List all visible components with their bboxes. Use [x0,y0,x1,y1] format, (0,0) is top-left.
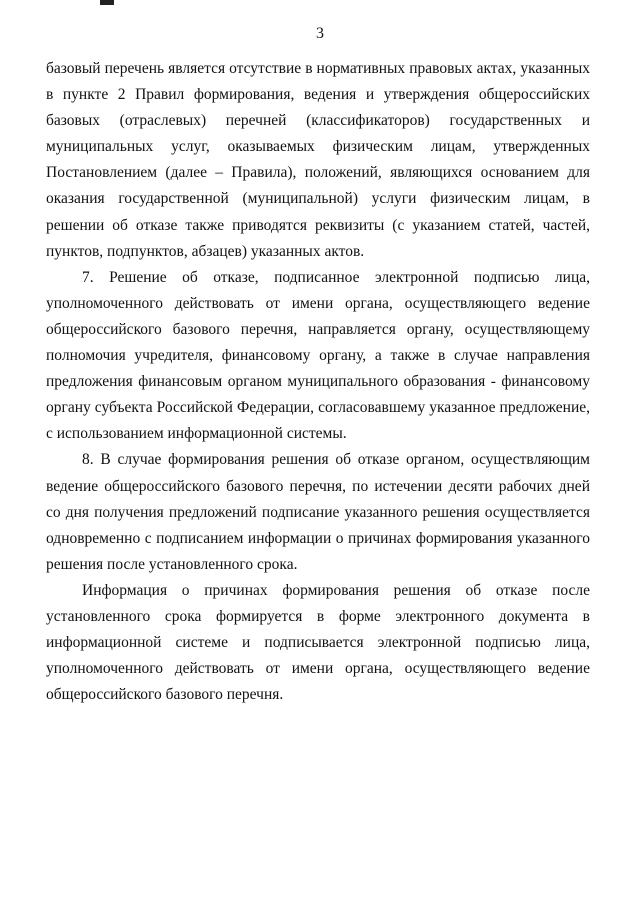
paragraph-information: Информация о причинах формирования решения об отказе после установленного срока формируется в форме электронного документа в информационной системе и подписывается электронной подписью лица, уполномоченного действовать от имени органа, осуществляющего ведение общероссийского базового перечня. [46,581,590,704]
page-number: 3 [316,25,324,42]
paragraph-item-8: 8. В случае формирования решения об отказе органом, осуществляющим ведение общероссийского базового перечня, по истечении десяти рабочих дней со дня получения предложений подписание указанного решения осуществляется одновременно с подписанием информации о причинах формирования указанного решения после установленного срока. [46,451,590,573]
document-body [46,56,590,708]
paragraph-continuation: базовый перечень является отсутствие в нормативных правовых актах, указанных в пункте 2 Правил формирования, ведения и утверждения общероссийских базовых (отраслевых) перечней (классификаторов) государственных и муниципальных услуг, оказываемых физическим лицам, утвержденных Постановлением (далее – Правила), положений, являющихся основанием для оказания государственной (муниципальной) услуги физическим лицам, в решении об отказе также приводятся реквизиты (с указанием статей, частей, пунктов, подпунктов, абзацев) указанных актов. [46,60,590,260]
scan-artifact-mark [100,0,114,5]
paragraph-item-7: 7. Решение об отказе, подписанное электронной подписью лица, уполномоченного действовать от имени органа, осуществляющего ведение общероссийского базового перечня, направляется органу, осуществляющему полномочия учредителя, финансовому органу, а также в случае направления предложения финансовым органом муниципального образования - финансовому органу субъекта Российской Федерации, согласовавшему указанное предложение, с использованием информационной системы. [46,268,590,443]
